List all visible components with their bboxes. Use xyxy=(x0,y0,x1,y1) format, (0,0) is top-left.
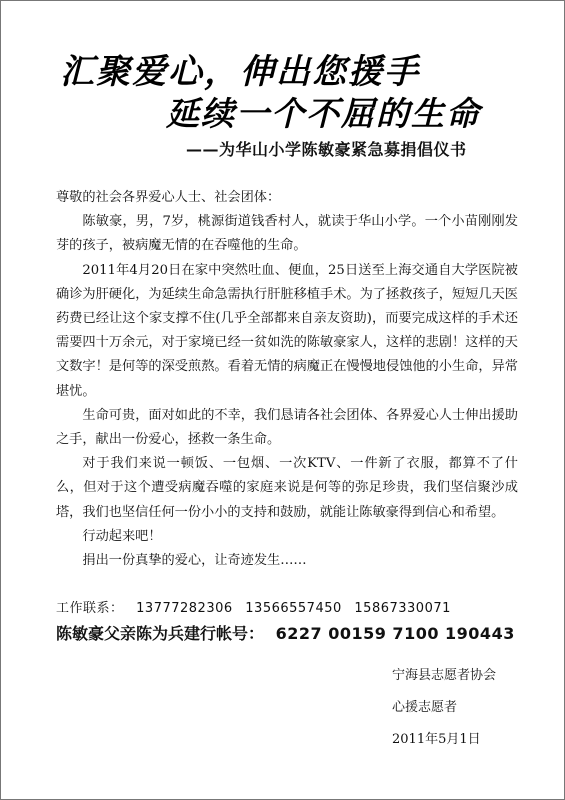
paragraph-call-to-action: 行动起来吧！ xyxy=(82,528,162,544)
greeting: 尊敬的社会各界爱心人士、社会团体： xyxy=(56,190,281,205)
signature-date: 2011年5月1日 xyxy=(392,732,481,747)
bank-account-line xyxy=(56,621,515,644)
contact-line xyxy=(56,597,451,616)
paragraph-closing: 捐出一份真挚的爱心，让奇迹发生…… xyxy=(82,553,307,569)
paragraph-appeal: 生命可贵，面对如此的不幸，我们恳请各社会团体、各界爱心人士伸出援助之手，献出一份爱心，拯救一条生命。 xyxy=(56,407,518,448)
signature-block xyxy=(392,660,496,756)
paragraph-support: 对于我们来说一顿饭、一包烟、一次KTV、一件新了衣服，都算不了什么，但对于这个遭受病魔吞噬的家庭来说是何等的弥足珍贵，我们坚信聚沙成塔，我们也坚信任何一份小小的支持和鼓励，就能让陈敏豪得到信心和希望。 xyxy=(56,456,518,520)
bank-account-label: 陈敏豪父亲陈为兵建行帐号： xyxy=(56,624,265,643)
headline-line-1: 汇聚爱心，伸出您援手 xyxy=(60,52,420,92)
document-subtitle: ——为华山小学陈敏豪紧急募捐倡仪书 xyxy=(186,140,467,159)
contact-phone-1: 13777282306 xyxy=(136,601,233,616)
contact-phone-2: 13566557450 xyxy=(245,601,342,616)
letter-body xyxy=(56,186,518,573)
bank-account-number: 6227 00159 7100 190443 xyxy=(275,624,515,643)
headline-line-2: 延续一个不屈的生命 xyxy=(166,94,481,133)
contact-label: 工作联系： xyxy=(56,601,124,616)
paragraph-illness: 2011年4月20日在家中突然吐血、便血，25日送至上海交通自大学医院被确诊为肝硬化，为延续生命急需执行肝脏移植手术。为了拯救孩子，短短几天医药费已经让这个家支撑不住(几乎全部都来自亲友资助)，而要完成这样的手术还需要四十万余元，对于家境已经一贫如洗的陈敏豪家人，这样的悲剧！这样的天文数字！是何等的深受煎熬。看着无情的病魔正在慢慢地侵蚀他的小生命，异常堪忧。 xyxy=(56,262,518,399)
signature-org: 宁海县志愿者协会 xyxy=(392,668,497,683)
contact-phone-3: 15867330071 xyxy=(354,601,451,616)
paragraph-intro: 陈敏豪，男，7岁，桃源街道钱香村人，就读于华山小学。一个小苗刚刚发芽的孩子，被病魔无情的在吞噬他的生命。 xyxy=(56,214,518,254)
signature-group: 心援志愿者 xyxy=(392,700,458,715)
